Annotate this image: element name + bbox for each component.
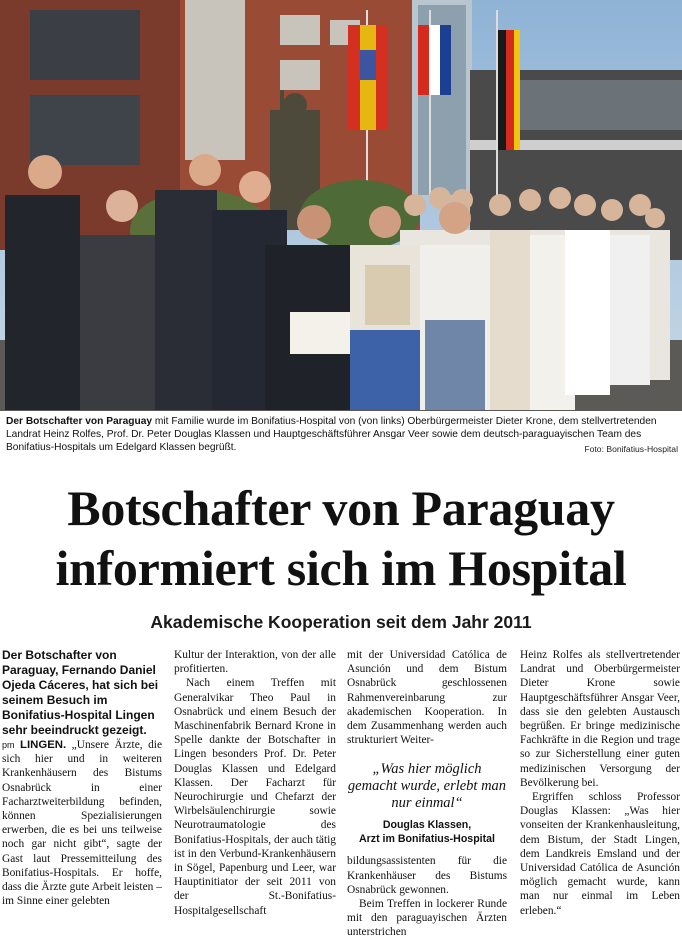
article-column-2 — [174, 648, 336, 918]
headline-line-2: informiert sich im Hospital — [55, 540, 627, 596]
article-column-3 — [347, 648, 507, 940]
article-column-4 — [520, 648, 680, 918]
caption-text: mit Familie wurde im Bonifatius-Hospital von (von links) Oberbürgermeister Dieter Krone, dem stellvertretenden Landrat Heinz Rolfes, Prof. Dr. Peter Douglas Klassen und Hauptgeschäftsführer Ansgar Veer sowie dem deutsch-paraguayischen Team des Bonifatius-Hospitals um Edelgard Klassen begrüßt. — [6, 416, 657, 453]
photo-credit: Foto: Bonifatius-Hospital — [584, 444, 678, 454]
pull-quote-source-name: Douglas Klassen, — [382, 819, 472, 832]
author-initials: pm — [2, 740, 15, 750]
column-4-paragraph-2: Ergriffen schloss Professor Douglas Klassen: „Was hier vonseiten der Krankenhausleitung, dem Bistum, der Stadt Lingen, dem Landkreis Emsland und der Universidad Católica de Asunción möglich gemacht wurde, kann man nur einmal im Leben erleben.“ — [520, 791, 680, 917]
pull-quote-source-role: Arzt im Bonifatius-Hospital — [359, 833, 495, 846]
headline-line-1: Botschafter von Paraguay — [67, 480, 615, 536]
dateline-city: LINGEN. — [20, 739, 67, 751]
column-4-paragraph-1: Heinz Rolfes als stellvertretender Landrat und Oberbürgermeister Dieter Krone sowie Hauptgeschäftsführer Ansgar Veer, dass sie den gelebten Austausch begrüßen. Er bringe medizinische Fachkräfte in die Region und trage so zur Sicherstellung einer guten medizinischen Versorgung der Bevölkerung bei. — [520, 649, 680, 789]
group-photo — [0, 0, 682, 411]
column-3-paragraph-1: mit der Universidad Católica de Asunción und dem Bistum Osnabrück geschlossenen Rahmenvereinbarung zur akademischen Kooperation. In dem Zusammenhang werden auch strukturiert Weiter- — [347, 649, 507, 747]
article-column-1 — [2, 648, 162, 908]
column-2-paragraph-2: Nach einem Treffen mit Generalvikar Theo Paul in Osnabrück und einem Besuch der Maschinenfabrik Bernard Krone in Spelle dankte der Botschafter in Lingen besonders Prof. Dr. Peter Douglas Klassen und Edelgard Klassen. Der Facharzt für Neurochirurgie und Chefarzt der Wirbelsäulenchirurgie sowie Neurotraumatologie des Bonifatius-Hospitals, der auch tätig ist in den Verbund-Krankenhäusern in Sögel, Papenburg und Leer, war Hauptinitiator der seit 2011 von der St.-Bonifatius-Hospitalgesellschaft — [174, 677, 336, 917]
column-3-paragraph-2: bildungsassistenten für die Krankenhäuser des Bistums Osnabrück gewonnen. — [347, 855, 507, 896]
column-3-paragraph-3: Beim Treffen in lockerer Runde mit den paraguayischen Ärzten unterstrichen — [347, 898, 507, 939]
photo-caption — [6, 415, 678, 454]
column-2-paragraph-1: Kultur der Interaktion, von der alle profitierten. — [174, 649, 336, 676]
pull-quote — [347, 761, 507, 846]
column-1-text: „Unsere Ärzte, die sich hier und in weiteren Krankenhäusern des Bistums Osnabrück in einer Facharztweiterbildung befinden, können Spezialisierungen erwerben, die es bei uns teilweise noch gar nicht gibt“, sagte der Gast laut Pressemitteilung des Bonifatius-Hospitals. Er hoffe, dass die Ärzte gute Arbeit leisten – im Sinne einer gelebten — [2, 739, 162, 908]
article-lead: Der Botschafter von Paraguay, Fernando Daniel Ojeda Cáceres, hat sich bei seinem Besuch im Bonifatius-Hospital Lingen sehr beeindruckt gezeigt. — [2, 648, 159, 737]
subheadline: Akademische Kooperation seit dem Jahr 2011 — [150, 612, 532, 632]
headline — [0, 478, 682, 598]
caption-lead: Der Botschafter von Paraguay — [6, 416, 153, 427]
pull-quote-text: „Was hier möglich gemacht wurde, erlebt man nur einmal“ — [347, 761, 507, 812]
